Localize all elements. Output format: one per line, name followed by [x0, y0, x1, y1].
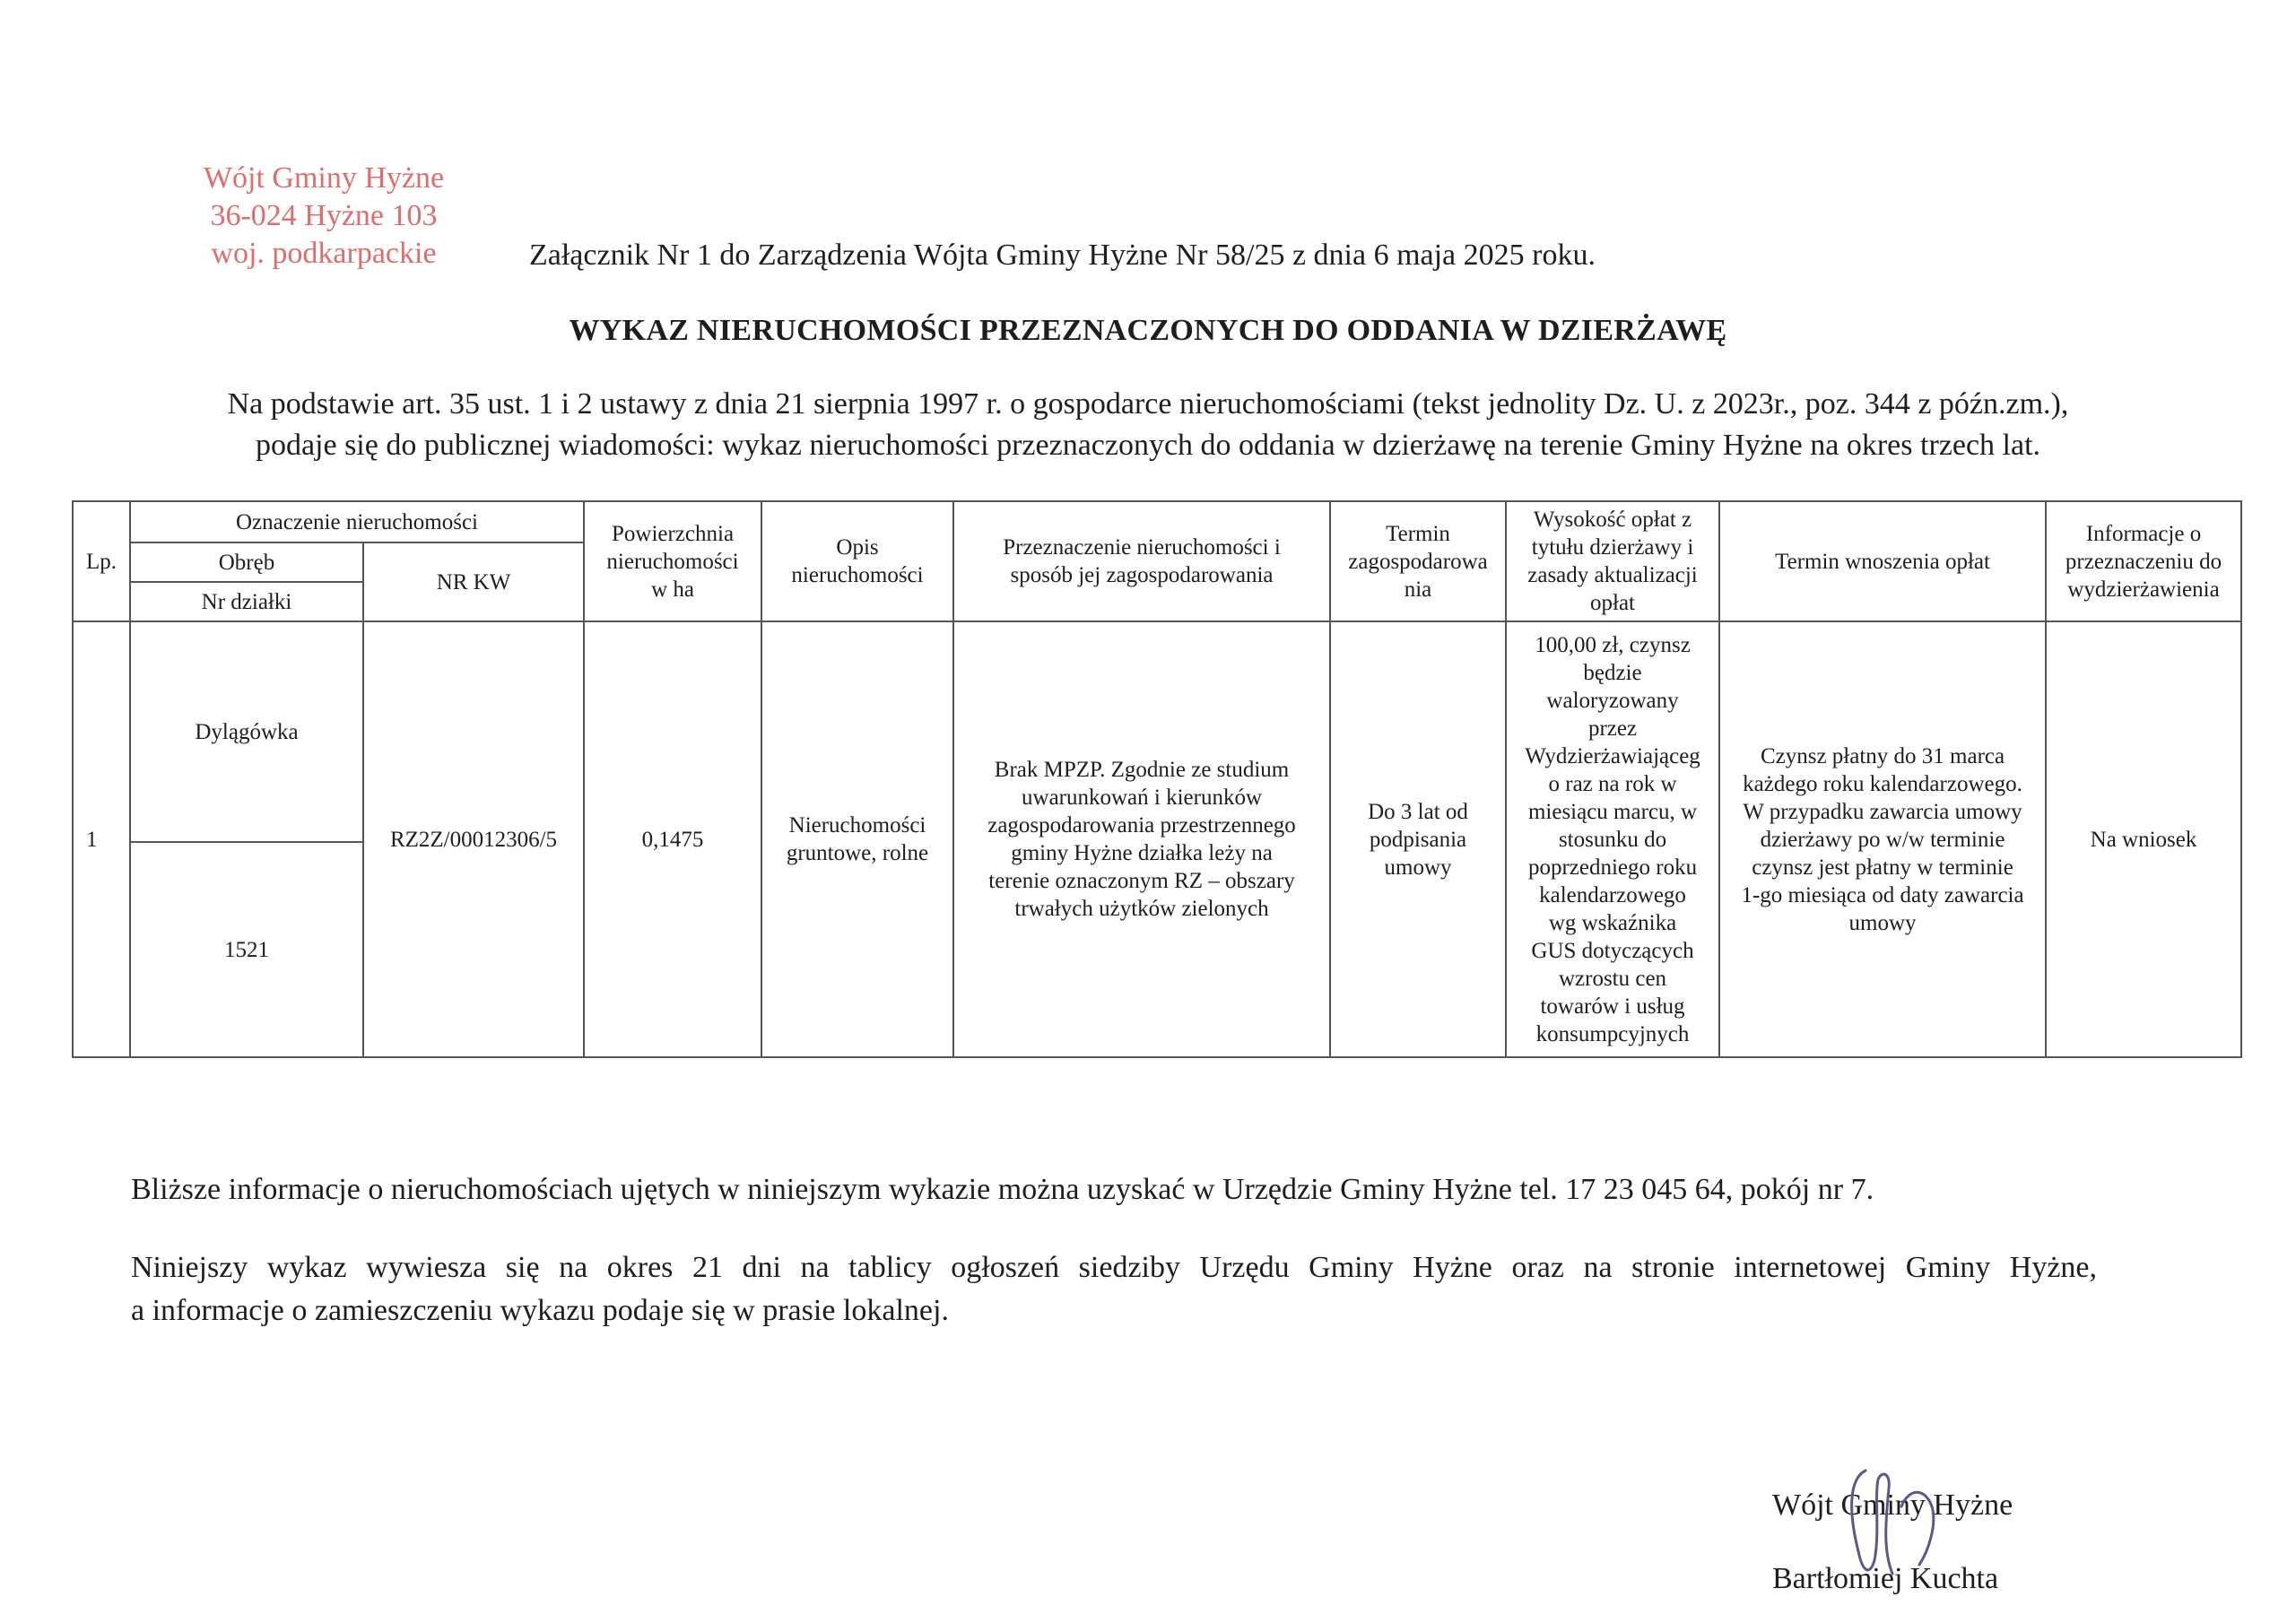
cell-description: Nieruchomości gruntowe, rolne: [761, 621, 953, 1057]
header-designation: Oznaczenie nieruchomości: [130, 501, 584, 542]
signatory-role: Wójt Gminy Hyżne: [1772, 1488, 2013, 1522]
publication-notice: [131, 1246, 2104, 1332]
cell-nr-kw: RZ2Z/00012306/5: [363, 621, 584, 1057]
intro-line-1: Na podstawie art. 35 ust. 1 i 2 ustawy z dnia 21 sierpnia 1997 r. o gospodarce nieruchomościami (tekst jednolity Dz. U. z 2023r., poz. 344 z późn.zm.),: [227, 387, 2069, 421]
header-purpose: Przeznaczenie nieruchomości i sposób jej zagospodarowania: [953, 501, 1330, 621]
header-obreb: Obręb: [130, 542, 363, 582]
notice-line-1: Niniejszy wykaz wywiesza się na okres 21 dni na tablicy ogłoszeń siedziby Urzędu Gminy Hyżne oraz na stronie internetowej Gminy Hyżne,: [131, 1251, 2097, 1284]
intro-paragraph: [72, 384, 2224, 466]
header-area: Powierzchnia nieruchomości w ha: [584, 501, 761, 621]
cell-term: Do 3 lat od podpisania umowy: [1330, 621, 1506, 1057]
header-fee: Wysokość opłat z tytułu dzierżawy i zasady aktualizacji opłat: [1506, 501, 1719, 621]
header-nr-dzialki: Nr działki: [130, 582, 363, 621]
header-term: Termin zagospodarowa nia: [1330, 501, 1506, 621]
cell-purpose: Brak MPZP. Zgodnie ze studium uwarunkowań i kierunków zagospodarowania przestrzennego gminy Hyżne działka leży na terenie oznaczonym RZ – obszary trwałych użytków zielonych: [953, 621, 1330, 1057]
stamp-line-2: 36-024 Hyżne 103: [210, 199, 438, 232]
signatory-name: Bartłomiej Kuchta: [1772, 1562, 1999, 1595]
header-payment: Termin wnoszenia opłat: [1719, 501, 2046, 621]
stamp-line-3: woj. podkarpackie: [211, 237, 437, 270]
cell-obreb: Dylągówka: [130, 621, 363, 842]
contact-info: Bliższe informacje o nieruchomościach ujętych w niniejszym wykazie można uzyskać w Urzędzie Gminy Hyżne tel. 17 23 045 64, pokój nr 7.: [131, 1173, 1874, 1206]
cell-area: 0,1475: [584, 621, 761, 1057]
annex-reference: Załącznik Nr 1 do Zarządzenia Wójta Gminy Hyżne Nr 58/25 z dnia 6 maja 2025 roku.: [529, 239, 1596, 272]
property-table: [72, 500, 2242, 1058]
handwritten-signature: [1839, 1453, 1964, 1587]
notice-line-2: a informacje o zamieszczeniu wykazu podaje się w prasie lokalnej.: [131, 1294, 949, 1327]
cell-payment: Czynsz płatny do 31 marca każdego roku kalendarzowego. W przypadku zawarcia umowy dzierżawy po w/w terminie czynsz jest płatny w terminie 1-go miesiąca od daty zawarcia umowy: [1719, 621, 2046, 1057]
cell-info: Na wniosek: [2046, 621, 2241, 1057]
intro-line-2: podaje się do publicznej wiadomości: wykaz nieruchomości przeznaczonych do oddania w dzierżawę na terenie Gminy Hyżne na okres trzech lat.: [255, 429, 2041, 462]
office-stamp: [176, 160, 472, 273]
cell-lp: 1: [73, 621, 130, 1057]
cell-nr-dzialki: 1521: [130, 842, 363, 1057]
cell-fee: 100,00 zł, czynsz będzie waloryzowany przez Wydzierżawiająceg o raz na rok w miesiącu marcu, w stosunku do poprzedniego roku kalendarzowego wg wskaźnika GUS dotyczących wzrostu cen towarów i usług konsumpcyjnych: [1506, 621, 1719, 1057]
stamp-line-1: Wójt Gminy Hyżne: [203, 161, 445, 195]
header-nr-kw: NR KW: [363, 542, 584, 621]
header-info: Informacje o przeznaczeniu do wydzierżawienia: [2046, 501, 2241, 621]
document-title: WYKAZ NIERUCHOMOŚCI PRZEZNACZONYCH DO ODDANIA W DZIERŻAWĘ: [569, 314, 1727, 347]
header-description: Opis nieruchomości: [761, 501, 953, 621]
header-lp: Lp.: [73, 501, 130, 621]
